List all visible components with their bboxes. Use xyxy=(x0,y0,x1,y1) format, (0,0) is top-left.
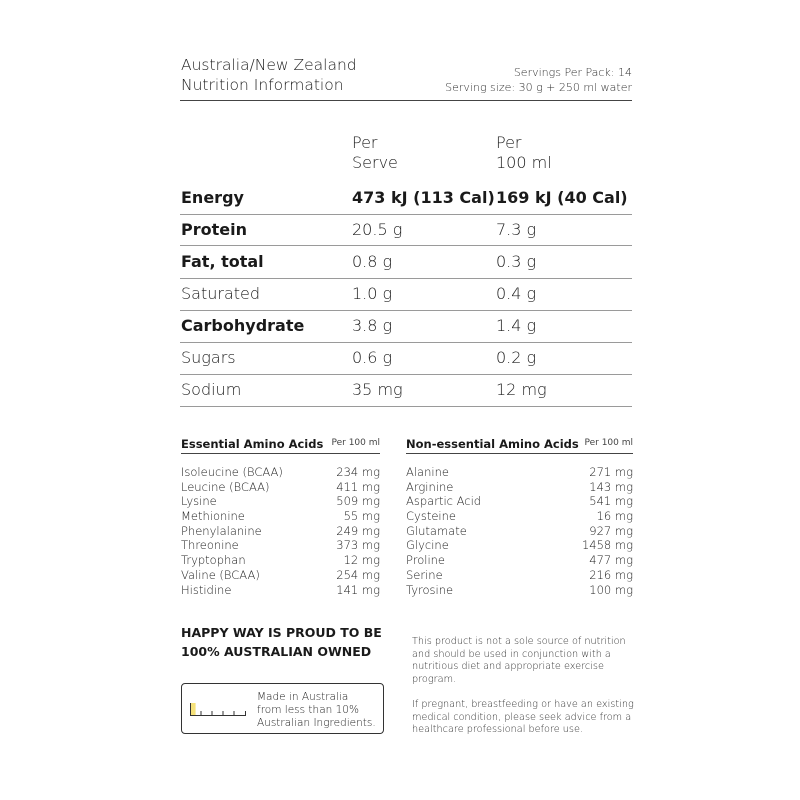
nutrient-per-serve: 473 kJ (113 Cal) xyxy=(352,188,495,207)
amino-name: Histidine xyxy=(181,582,232,597)
amino-name: Arginine xyxy=(406,479,454,494)
amino-name: Tryptophan xyxy=(181,553,246,568)
nutrient-per-serve: 0.6 g xyxy=(352,348,393,367)
nonessential-amino-unit: Per 100 ml xyxy=(584,438,633,448)
nutrient-per-100ml: 12 mg xyxy=(496,380,547,399)
amino-value: 927 mg xyxy=(589,523,633,538)
column-head-per-100ml xyxy=(496,133,552,173)
column-head-per-serve xyxy=(352,133,398,173)
country-of-origin-badge xyxy=(181,683,384,734)
nonessential-amino-list xyxy=(406,465,633,597)
amino-name: Lysine xyxy=(181,494,217,509)
amino-name: Serine xyxy=(406,567,443,582)
nutrient-label: Sodium xyxy=(181,380,242,399)
amino-value: 541 mg xyxy=(589,494,633,509)
amino-row xyxy=(181,494,380,509)
amino-name: Methionine xyxy=(181,509,245,524)
origin-statement-line2: from less than 10% xyxy=(257,704,359,716)
column-head-per-100ml-line1: Per xyxy=(496,133,522,152)
nutrient-per-serve: 0.8 g xyxy=(352,252,393,271)
nutrient-row-saturated xyxy=(180,279,632,310)
amino-name: Glycine xyxy=(406,538,449,553)
amino-value: 271 mg xyxy=(589,465,633,479)
nutrient-per-serve: 1.0 g xyxy=(352,284,393,303)
amino-value: 143 mg xyxy=(589,479,633,494)
amino-value: 373 mg xyxy=(336,538,380,553)
panel-title xyxy=(181,55,357,95)
row-divider xyxy=(180,245,632,246)
amino-value: 254 mg xyxy=(336,567,380,582)
nutrient-per-100ml: 0.2 g xyxy=(496,348,537,367)
panel-title-line1: Australia/New Zealand xyxy=(181,56,357,74)
nutrient-label: Fat, total xyxy=(181,252,264,271)
nutrient-per-serve: 3.8 g xyxy=(352,316,393,335)
amino-row xyxy=(181,568,380,583)
nutrient-per-100ml: 0.3 g xyxy=(496,252,537,271)
amino-name: Alanine xyxy=(406,465,449,479)
amino-row xyxy=(406,524,633,539)
header-divider xyxy=(180,100,632,101)
amino-value: 216 mg xyxy=(589,567,633,582)
amino-name: Cysteine xyxy=(406,509,456,524)
column-head-per-100ml-line2: 100 ml xyxy=(496,153,552,172)
amino-row xyxy=(406,509,633,524)
amino-value: 16 mg xyxy=(596,509,633,524)
column-head-per-serve-line2: Serve xyxy=(352,153,398,172)
disclaimer-paragraph-2: If pregnant, breastfeeding or have an existing medical condition, please seek advice from a healthcare professional before use. xyxy=(412,699,634,735)
nutrient-per-100ml: 7.3 g xyxy=(496,220,537,239)
amino-row xyxy=(181,524,380,539)
amino-value: 477 mg xyxy=(589,553,633,568)
amino-value: 55 mg xyxy=(343,509,380,524)
amino-row xyxy=(406,465,633,480)
nutrient-per-100ml: 1.4 g xyxy=(496,316,537,335)
amino-value: 1458 mg xyxy=(581,538,633,553)
amino-row xyxy=(181,538,380,553)
amino-row xyxy=(406,568,633,583)
amino-row xyxy=(181,583,380,598)
amino-row xyxy=(406,480,633,495)
nutrient-label: Carbohydrate xyxy=(181,316,305,335)
nonessential-amino-title: Non-essential Amino Acids xyxy=(406,437,579,451)
origin-statement xyxy=(257,691,376,730)
amino-name: Phenylalanine xyxy=(181,523,262,538)
amino-value: 249 mg xyxy=(336,523,380,538)
amino-row xyxy=(406,583,633,598)
amino-name: Leucine (BCAA) xyxy=(181,479,270,494)
amino-name: Proline xyxy=(406,553,445,568)
amino-row xyxy=(181,553,380,568)
amino-value: 411 mg xyxy=(336,479,380,494)
serving-info xyxy=(445,66,632,95)
nutrient-row-fat-total xyxy=(180,247,632,278)
australian-owned-statement xyxy=(181,623,382,661)
amino-row xyxy=(406,494,633,509)
amino-row xyxy=(181,465,380,480)
amino-value: 12 mg xyxy=(343,553,380,568)
amino-name: Aspartic Acid xyxy=(406,494,482,509)
column-head-per-serve-line1: Per xyxy=(352,133,378,152)
servings-per-pack: Servings Per Pack: 14 xyxy=(513,66,632,79)
panel-title-line2: Nutrition Information xyxy=(181,76,344,94)
nutrient-row-protein xyxy=(180,215,632,246)
nutrient-row-sugars xyxy=(180,343,632,374)
nutrient-label: Saturated xyxy=(181,284,261,303)
amino-value: 509 mg xyxy=(336,494,380,509)
disclaimer-paragraph-1: This product is not a sole source of nutrition and should be used in conjunction with a nutritious diet and appropriate exercise program. xyxy=(412,636,626,685)
nutrient-label: Energy xyxy=(181,188,244,207)
essential-amino-header xyxy=(181,437,380,454)
nutrient-row-energy xyxy=(180,183,632,214)
nutrient-per-100ml: 169 kJ (40 Cal) xyxy=(496,188,628,207)
amino-row xyxy=(181,509,380,524)
disclaimer xyxy=(412,636,636,750)
origin-statement-line1: Made in Australia xyxy=(257,691,349,703)
amino-name: Valine (BCAA) xyxy=(181,567,260,582)
nutrient-row-carbohydrate xyxy=(180,311,632,342)
nutrient-label: Protein xyxy=(181,220,247,239)
essential-amino-title: Essential Amino Acids xyxy=(181,437,324,451)
essential-amino-list xyxy=(181,465,380,597)
amino-name: Threonine xyxy=(181,538,239,553)
nonessential-amino-header xyxy=(406,437,633,454)
nutrient-row-sodium xyxy=(180,375,632,406)
origin-statement-line3: Australian Ingredients. xyxy=(257,717,376,729)
australian-owned-line2: 100% AUSTRALIAN OWNED xyxy=(181,644,372,659)
amino-value: 100 mg xyxy=(589,582,633,597)
amino-row xyxy=(406,553,633,568)
amino-name: Glutamate xyxy=(406,523,467,538)
nutrient-per-serve: 35 mg xyxy=(352,380,403,399)
nutrient-label: Sugars xyxy=(181,348,236,367)
nutrient-per-100ml: 0.4 g xyxy=(496,284,537,303)
amino-name: Tyrosine xyxy=(406,582,454,597)
serving-size: Serving size: 30 g + 250 ml water xyxy=(445,80,632,94)
essential-amino-unit: Per 100 ml xyxy=(331,438,380,448)
amino-value: 141 mg xyxy=(336,582,380,597)
row-divider xyxy=(180,406,632,407)
amino-value: 234 mg xyxy=(336,465,380,479)
nutrient-per-serve: 20.5 g xyxy=(352,220,403,239)
origin-bar-graph-icon xyxy=(190,703,246,716)
australian-owned-line1: HAPPY WAY IS PROUD TO BE xyxy=(181,625,382,640)
amino-row xyxy=(406,538,633,553)
amino-row xyxy=(181,480,380,495)
amino-name: Isoleucine (BCAA) xyxy=(181,465,283,479)
